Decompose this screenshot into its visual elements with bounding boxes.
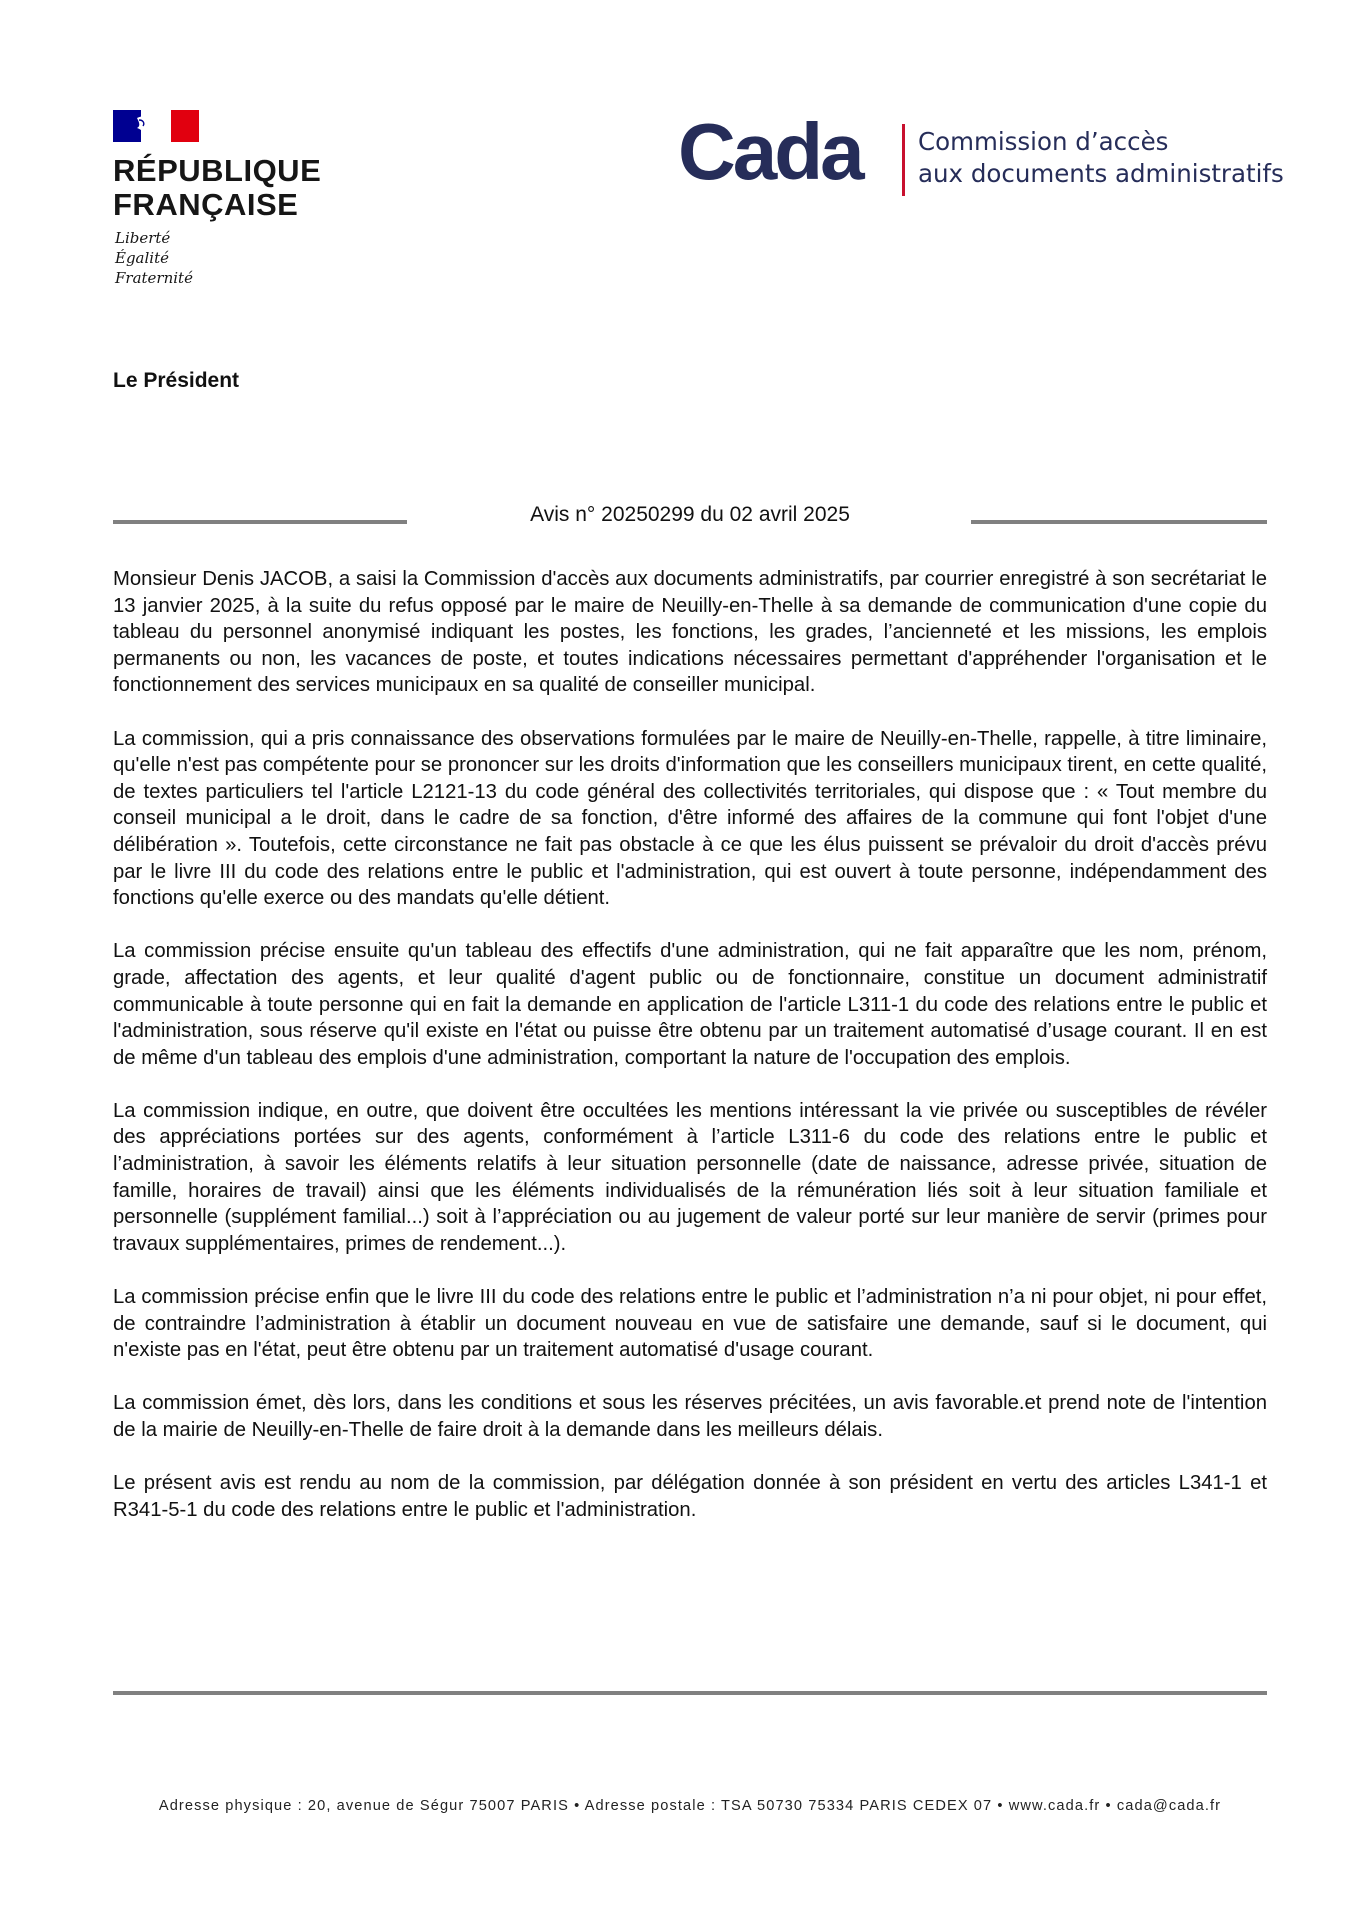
signatory: Le Président [113,369,240,392]
avis-heading [113,500,1267,540]
cada-logo [678,107,1284,208]
rf-motto [115,228,193,288]
rf-name-line-1: RÉPUBLIQUE [113,153,322,188]
rf-name-line-2: FRANÇAISE [113,187,299,222]
avis-title: Avis n° 20250299 du 02 avril 2025 [530,503,850,526]
avis-body [113,566,1267,1550]
paragraph-occultation: La commission indique, en outre, que doivent être occultées les mentions intéressant la vie privée ou susceptibles de révéler des appréciations portées sur des agents, conformément à l’article L311-6 du code des relations entre le public et l’administration, à savoir les éléments relatifs à leur situation personnelle (date de naissance, adresse privée, situation de famille, horaires de travail) ainsi que les éléments individualisés de la rémunération liés soit à leur situation familiale et personnelle (supplément familial...) soit à l’appréciation ou au jugement de valeur porté sur leur manière de servir (primes pour travaux supplémentaires, primes de rendement...). [113,1099,1267,1255]
rf-motto-egalite: Égalité [115,249,169,267]
footer-address: Adresse physique : 20, avenue de Ségur 75007 PARIS • Adresse postale : TSA 50730 75334 PARIS CEDEX 07 • www.cada.fr • cada@cada.fr [158,1798,1222,1814]
paragraph-tableau-effectifs: La commission précise ensuite qu'un tableau des effectifs d'une administration, qui ne fait apparaître que les nom, prénom, grade, affectation des agents, et leur qualité d'agent public ou de fonctionnaire, constitue un document administratif communicable à toute personne qui en fait la demande en application de l'article L311-1 du code des relations entre le public et l'administration, sous réserve qu'il existe en l'état ou puisse être obtenu par un traitement automatisé d’usage courant. Il en est de même d'un tableau des emplois d'une administration, comportant la nature de l'occupation des emplois. [113,940,1267,1069]
paragraph-avis-favorable: La commission émet, dès lors, dans les conditions et sous les réserves précitées, un avis favorable.et prend note de l'intention de la mairie de Neuilly-en-Thelle de faire droit à la demande dans les meilleurs délais. [113,1392,1267,1441]
marianne-profile-icon [131,114,169,138]
paragraph-delegation: Le présent avis est rendu au nom de la commission, par délégation donnée à son président en vertu des articles L341-1 et R341-5-1 du code des relations entre le public et l'administration. [113,1472,1267,1521]
rf-name [113,154,413,222]
cada-title-line-2: aux documents administratifs [918,159,1284,188]
cada-wordmark: Cada [678,107,862,196]
cada-separator [902,124,905,196]
cada-title-line-1: Commission d’accès [918,127,1169,156]
rf-motto-fraternite: Fraternité [115,269,193,287]
avis-rule-right [971,520,1267,524]
paragraph-saisine: Monsieur Denis JACOB, a saisi la Commission d'accès aux documents administratifs, par courrier enregistré à son secrétariat le 13 janvier 2025, à la suite du refus opposé par le maire de Neuilly-en-Thelle à sa demande de communication d'une copie du tableau du personnel anonymisé indiquant les postes, les fonctions, les grades, l’ancienneté et les missions, les emplois permanents ou non, les vacances de poste, et toutes indications nécessaires permettant d'appréhender l'organisation et le fonctionnement des services municipaux en sa qualité de conseiller municipal. [113,568,1267,697]
footer-rule [113,1691,1267,1695]
rf-motto-liberte: Liberté [115,229,171,247]
paragraph-document-nouveau: La commission précise enfin que le livre III du code des relations entre le public et l’administration n’a ni pour objet, ni pour effet, de contraindre l’administration à établir un document nouveau en vue de satisfaire une demande, sauf si le document, qui n'existe pas en l'état, peut être obtenu par un traitement automatisé d'usage courant. [113,1286,1267,1362]
paragraph-competence: La commission, qui a pris connaissance des observations formulées par le maire de Neuilly-en-Thelle, rappelle, à titre liminaire, qu'elle n'est pas compétente pour se prononcer sur les droits d'information que les conseillers municipaux tirent, en cette qualité, de textes particuliers tel l'article L2121-13 du code général des collectivités territoriales, qui dispose que : « Tout membre du conseil municipal a le droit, dans le cadre de sa fonction, d'être informé des affaires de la commune qui font l'objet d'une délibération ». Toutefois, cette circonstance ne fait pas obstacle à ce que les élus puissent se prévaloir du droit d'accès prévu par le livre III du code des relations entre le public et l'administration, qui est ouvert à toute personne, indépendamment des fonctions qu'elle exerce ou des mandats qu'elle détient. [113,727,1267,910]
marianne-flag-icon [113,110,199,142]
cada-title [918,126,1284,190]
